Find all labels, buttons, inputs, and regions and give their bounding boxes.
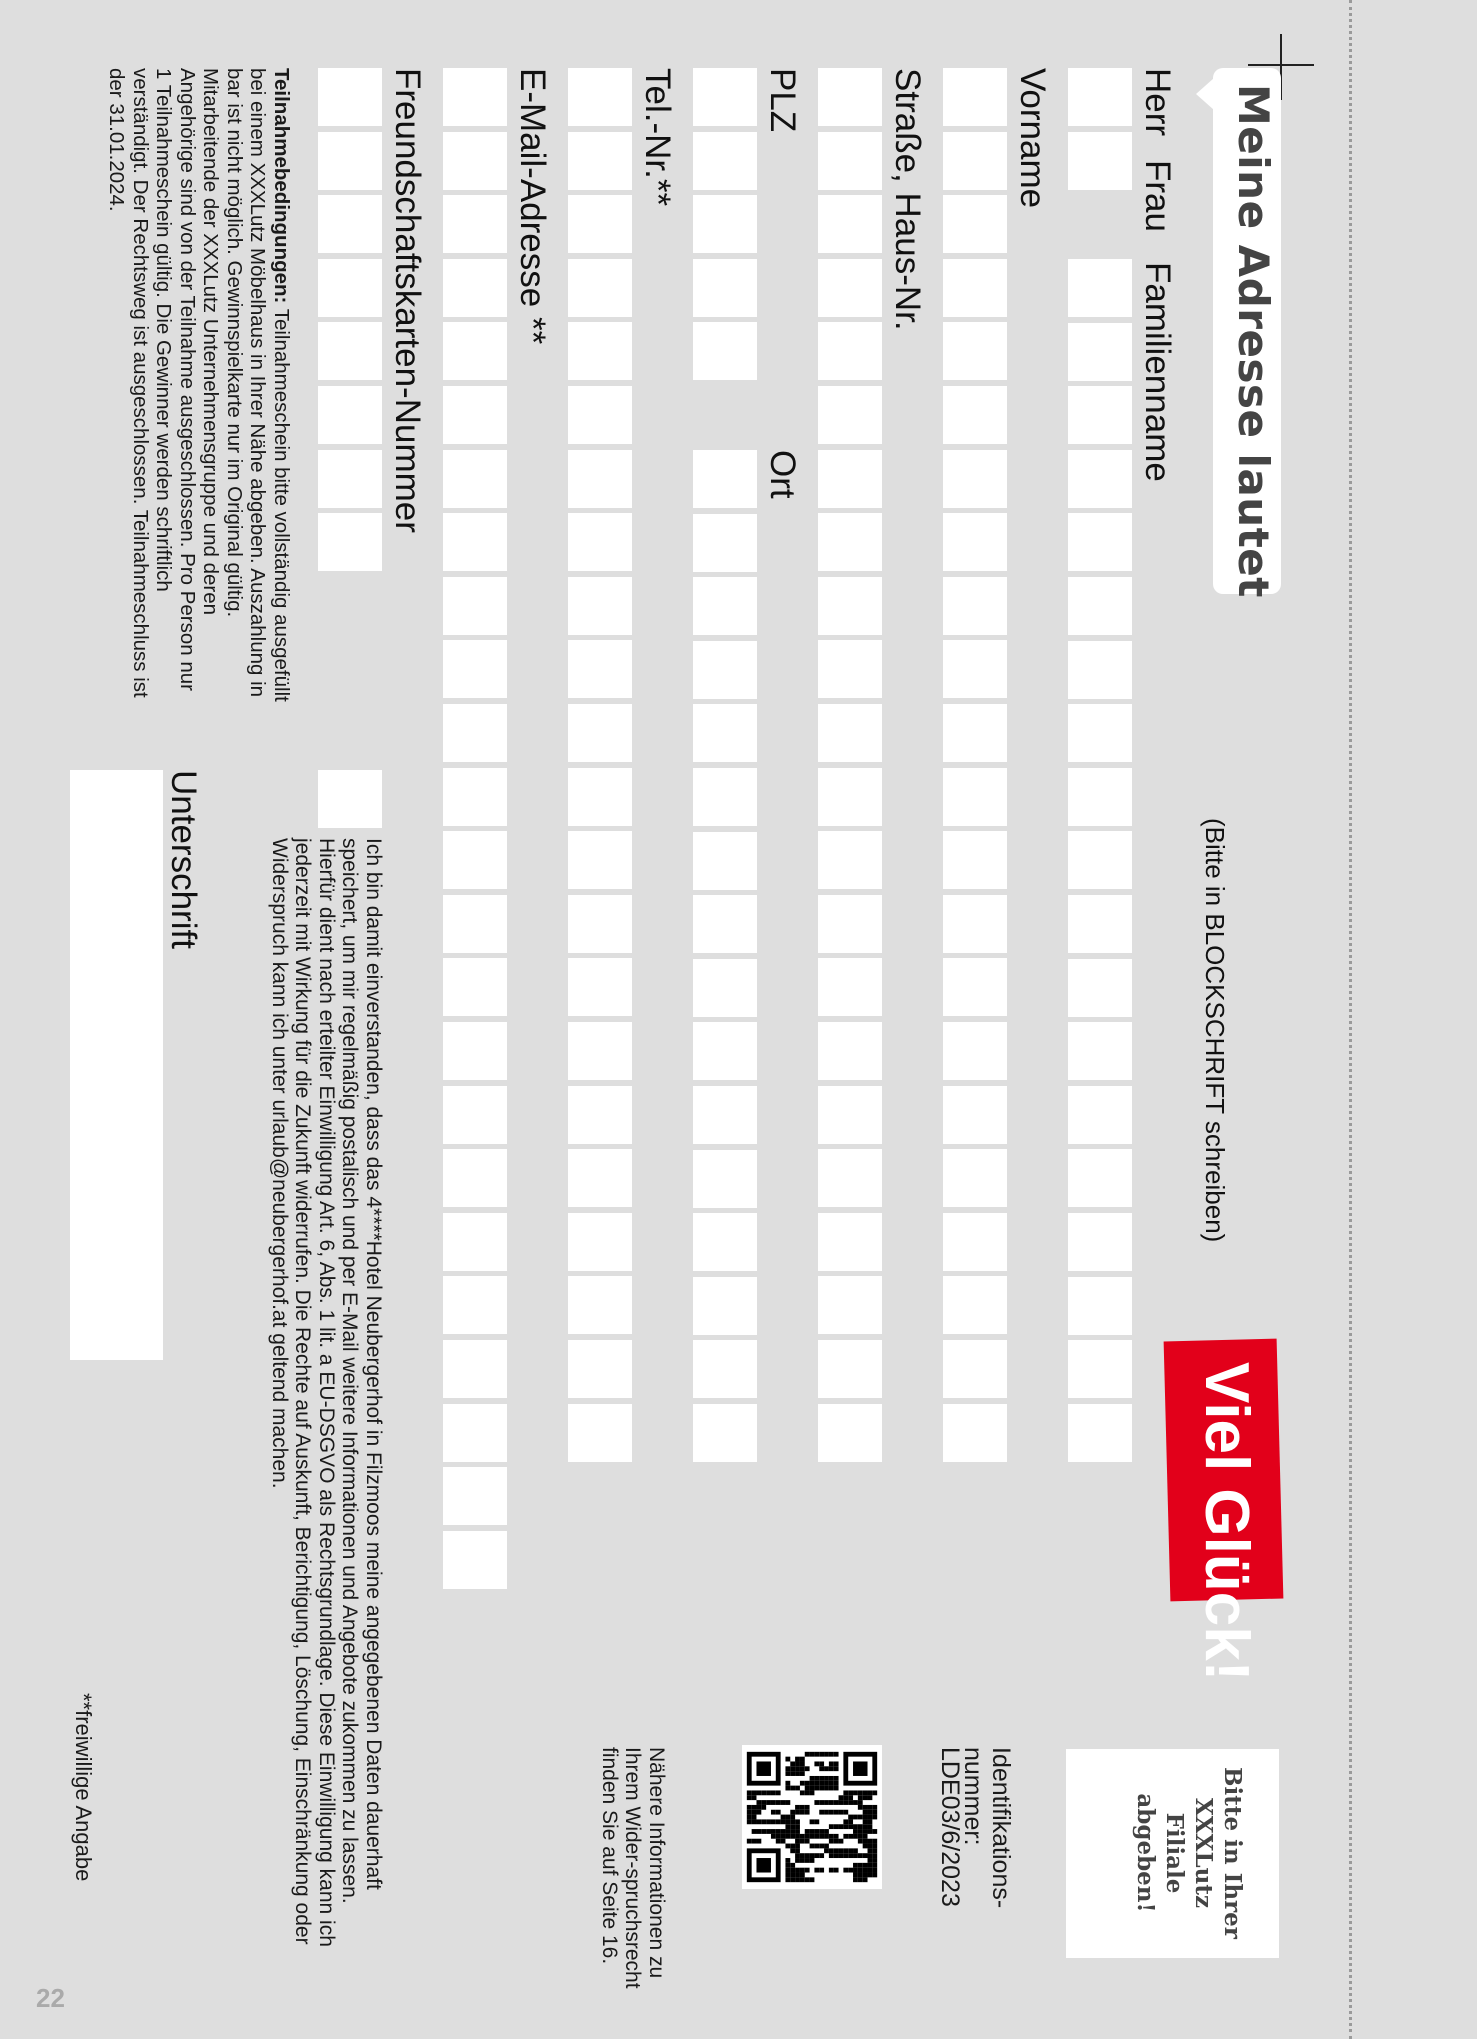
label-zip: PLZ	[763, 68, 802, 133]
char-box[interactable]	[1068, 1086, 1132, 1144]
char-box[interactable]	[943, 768, 1007, 826]
char-box[interactable]	[943, 1276, 1007, 1334]
char-box[interactable]	[568, 1149, 632, 1207]
char-box[interactable]	[1068, 831, 1132, 889]
char-box[interactable]	[443, 768, 507, 826]
label-family-name: Familienname	[1138, 262, 1177, 482]
char-box[interactable]	[693, 195, 757, 253]
char-box[interactable]	[443, 1467, 507, 1525]
char-box[interactable]	[943, 1213, 1007, 1271]
char-box[interactable]	[943, 1149, 1007, 1207]
char-box[interactable]	[943, 1022, 1007, 1080]
char-box[interactable]	[318, 132, 382, 190]
char-box[interactable]	[943, 958, 1007, 1016]
char-box[interactable]	[443, 1149, 507, 1207]
char-box[interactable]	[318, 259, 382, 317]
char-box[interactable]	[568, 1340, 632, 1398]
char-box[interactable]	[1068, 68, 1132, 126]
char-box[interactable]	[818, 1022, 882, 1080]
identification-number: LDE03/6/2023	[936, 1747, 964, 1907]
char-box[interactable]	[443, 1340, 507, 1398]
char-box[interactable]	[818, 513, 882, 571]
optional-footnote: **freiwillige Angabe	[71, 1693, 96, 1882]
char-box[interactable]	[943, 68, 1007, 126]
char-box[interactable]	[1068, 1340, 1132, 1398]
char-box[interactable]	[693, 1277, 757, 1335]
char-box[interactable]	[568, 895, 632, 953]
char-box[interactable]	[693, 1404, 757, 1462]
perforation-line	[1349, 0, 1352, 2039]
char-box[interactable]	[818, 577, 882, 635]
char-box[interactable]	[443, 1022, 507, 1080]
char-box[interactable]	[318, 770, 382, 828]
char-box[interactable]	[568, 386, 632, 444]
char-box[interactable]	[818, 640, 882, 698]
terms-heading: Teilnahmebedingungen:	[270, 68, 293, 304]
char-box[interactable]	[443, 386, 507, 444]
char-box[interactable]	[943, 513, 1007, 571]
char-box[interactable]	[943, 322, 1007, 380]
char-box[interactable]	[818, 195, 882, 253]
char-box[interactable]	[443, 132, 507, 190]
char-box[interactable]	[568, 704, 632, 762]
char-box[interactable]	[818, 322, 882, 380]
char-box[interactable]	[818, 1340, 882, 1398]
char-box[interactable]	[818, 132, 882, 190]
label-first-name: Vorname	[1013, 68, 1052, 209]
char-box[interactable]	[443, 513, 507, 571]
char-box[interactable]	[443, 195, 507, 253]
char-box[interactable]	[1068, 768, 1132, 826]
char-box[interactable]	[568, 1022, 632, 1080]
char-box[interactable]	[318, 195, 382, 253]
label-signature: Unterschrift	[164, 770, 203, 949]
char-box[interactable]	[1068, 577, 1132, 635]
char-box[interactable]	[1068, 259, 1132, 317]
char-box[interactable]	[318, 450, 382, 508]
char-box[interactable]	[693, 1150, 757, 1208]
char-box[interactable]	[568, 1086, 632, 1144]
consent-text: Ich bin damit einverstanden, dass das 4****Hotel Neubergerhof in Filzmoos meine angegebenen Daten dauerhaft speichert, um mir regelmäßig postalisch und per E-Mail weitere Informationen und Angebote zukommen zu lassen. Hierfür dient nach erteilter Einwilligung Art. 6, Abs. 1 lit. a EU-DSGVO als Rechtsgrundlage. Diese Einwilligung kann ich jederzeit mit Wirkung für die Zukunft widerrufen. Die Rechte auf Auskunft, Berichtigung, Löschung, Einschränkung oder Widerspruch kann ich unter urlaub@neubergerhof.at geltend machen.	[268, 838, 385, 1947]
char-box[interactable]	[818, 1276, 882, 1334]
char-box[interactable]	[943, 1086, 1007, 1144]
char-box[interactable]	[1068, 959, 1132, 1017]
char-box[interactable]	[443, 1531, 507, 1589]
char-box[interactable]	[818, 895, 882, 953]
char-box[interactable]	[1068, 1213, 1132, 1271]
char-box[interactable]	[818, 68, 882, 126]
char-box[interactable]	[943, 577, 1007, 635]
char-box[interactable]	[693, 959, 757, 1017]
char-box[interactable]	[818, 450, 882, 508]
label-street: Straße, Haus-Nr.	[888, 68, 927, 331]
char-box[interactable]	[443, 68, 507, 126]
char-box[interactable]	[318, 386, 382, 444]
char-box[interactable]	[943, 1340, 1007, 1398]
char-box[interactable]	[318, 513, 382, 571]
char-box[interactable]	[1068, 1022, 1132, 1080]
char-box[interactable]	[693, 514, 757, 572]
char-box[interactable]	[568, 259, 632, 317]
label-salutation-ms: Frau	[1138, 160, 1177, 232]
char-box[interactable]	[818, 958, 882, 1016]
char-box[interactable]	[443, 450, 507, 508]
char-box[interactable]	[818, 768, 882, 826]
char-box[interactable]	[443, 1213, 507, 1271]
char-box[interactable]	[693, 259, 757, 317]
char-box[interactable]	[693, 895, 757, 953]
char-box[interactable]	[443, 322, 507, 380]
char-box[interactable]	[443, 577, 507, 635]
char-box[interactable]	[443, 1276, 507, 1334]
char-box[interactable]	[443, 831, 507, 889]
char-box[interactable]	[693, 641, 757, 699]
char-box[interactable]	[1068, 895, 1132, 953]
char-box[interactable]	[1068, 323, 1132, 381]
speech-bubble-tip	[1196, 78, 1214, 110]
char-box[interactable]	[1068, 1404, 1132, 1462]
char-box[interactable]	[1068, 513, 1132, 571]
char-box[interactable]	[943, 195, 1007, 253]
char-box[interactable]	[443, 259, 507, 317]
qr-code[interactable]	[742, 1745, 882, 1889]
label-friendship-card: Freundschaftskarten-Nummer	[388, 68, 427, 533]
char-box[interactable]	[568, 1213, 632, 1271]
char-box[interactable]	[693, 704, 757, 762]
char-box[interactable]	[943, 450, 1007, 508]
char-box[interactable]	[693, 68, 757, 126]
page-title: Meine Adresse lautet	[1229, 84, 1278, 598]
char-box[interactable]	[568, 195, 632, 253]
char-box[interactable]	[443, 1404, 507, 1462]
char-box[interactable]	[818, 386, 882, 444]
char-box[interactable]	[1068, 641, 1132, 699]
char-box[interactable]	[693, 450, 757, 508]
char-box[interactable]	[1068, 132, 1132, 190]
char-box[interactable]	[443, 958, 507, 1016]
char-box[interactable]	[568, 1276, 632, 1334]
char-box[interactable]	[568, 640, 632, 698]
char-box[interactable]	[693, 1086, 757, 1144]
char-box[interactable]	[943, 386, 1007, 444]
label-phone: Tel.-Nr.**	[638, 68, 677, 207]
char-box[interactable]	[568, 577, 632, 635]
char-box[interactable]	[693, 132, 757, 190]
char-box[interactable]	[693, 322, 757, 380]
char-box[interactable]	[318, 322, 382, 380]
char-box[interactable]	[693, 768, 757, 826]
char-box[interactable]	[943, 1404, 1007, 1462]
label-email: E-Mail-Adresse **	[513, 68, 552, 345]
char-box[interactable]	[693, 1213, 757, 1271]
char-box[interactable]	[818, 259, 882, 317]
page-number: 22	[36, 1983, 65, 2013]
instruction-text: (Bitte in BLOCKSCHRIFT schreiben)	[1200, 818, 1230, 1243]
char-box[interactable]	[818, 704, 882, 762]
char-box[interactable]	[568, 322, 632, 380]
objection-info-note: Nähere Informationen zu Ihrem Wider-spruchsrecht finden Sie auf Seite 16.	[598, 1747, 668, 1989]
char-box[interactable]	[443, 704, 507, 762]
label-city: Ort	[763, 450, 802, 499]
char-box[interactable]	[568, 831, 632, 889]
char-box[interactable]	[1068, 1149, 1132, 1207]
identification-label: Identifikations-nummer:	[959, 1747, 1015, 1909]
char-box[interactable]	[943, 704, 1007, 762]
char-box[interactable]	[568, 68, 632, 126]
char-box[interactable]	[318, 68, 382, 126]
char-box[interactable]	[818, 831, 882, 889]
label-salutation-mr: Herr	[1138, 68, 1177, 137]
char-box[interactable]	[693, 577, 757, 635]
qr-code-icon	[742, 1745, 882, 1889]
char-box[interactable]	[818, 1404, 882, 1462]
char-box[interactable]	[443, 1086, 507, 1144]
char-box[interactable]	[818, 1213, 882, 1271]
char-box[interactable]	[1068, 1277, 1132, 1335]
char-box[interactable]	[693, 832, 757, 890]
char-box[interactable]	[943, 132, 1007, 190]
char-box[interactable]	[568, 450, 632, 508]
char-box[interactable]	[943, 831, 1007, 889]
char-box[interactable]	[443, 895, 507, 953]
char-box[interactable]	[1068, 704, 1132, 762]
char-box[interactable]	[568, 513, 632, 571]
char-box[interactable]	[1068, 450, 1132, 508]
char-box[interactable]	[693, 1022, 757, 1080]
stamp-text: Viel Glück!	[1192, 1362, 1261, 1682]
terms-body: Teilnahmeschein bitte vollständig ausgefüllt bei einem XXXLutz Möbelhaus in Ihrer Nähe abgeben. Auszahlung in bar ist nicht möglich. Gewinnspielkarte nur im Original gültig. Mitarbeitende der XXXLutz Unternehmensgruppe und deren Angehörige sind von der Teilnahme ausgeschlossen. Pro Person nur 1 Teilnahmeschein gültig. Die Gewinner werden schriftlich verständigt. Der Rechtsweg ist ausgeschlossen. Teilnahmeschluss ist der 31.01.2024.	[105, 68, 293, 702]
char-box[interactable]	[943, 640, 1007, 698]
char-box[interactable]	[693, 1340, 757, 1398]
handin-note-text: Bitte in Ihrer XXXLutz Filiale abgeben!	[1132, 1767, 1246, 1939]
char-box[interactable]	[943, 895, 1007, 953]
terms-block	[105, 68, 293, 702]
char-box[interactable]	[818, 1149, 882, 1207]
char-box[interactable]	[443, 640, 507, 698]
char-box[interactable]	[568, 958, 632, 1016]
char-box[interactable]	[818, 1086, 882, 1144]
char-box[interactable]	[943, 259, 1007, 317]
char-box[interactable]	[568, 768, 632, 826]
char-box[interactable]	[568, 132, 632, 190]
char-box[interactable]	[1068, 386, 1132, 444]
signature-field[interactable]	[70, 770, 163, 1360]
char-box[interactable]	[568, 1404, 632, 1462]
